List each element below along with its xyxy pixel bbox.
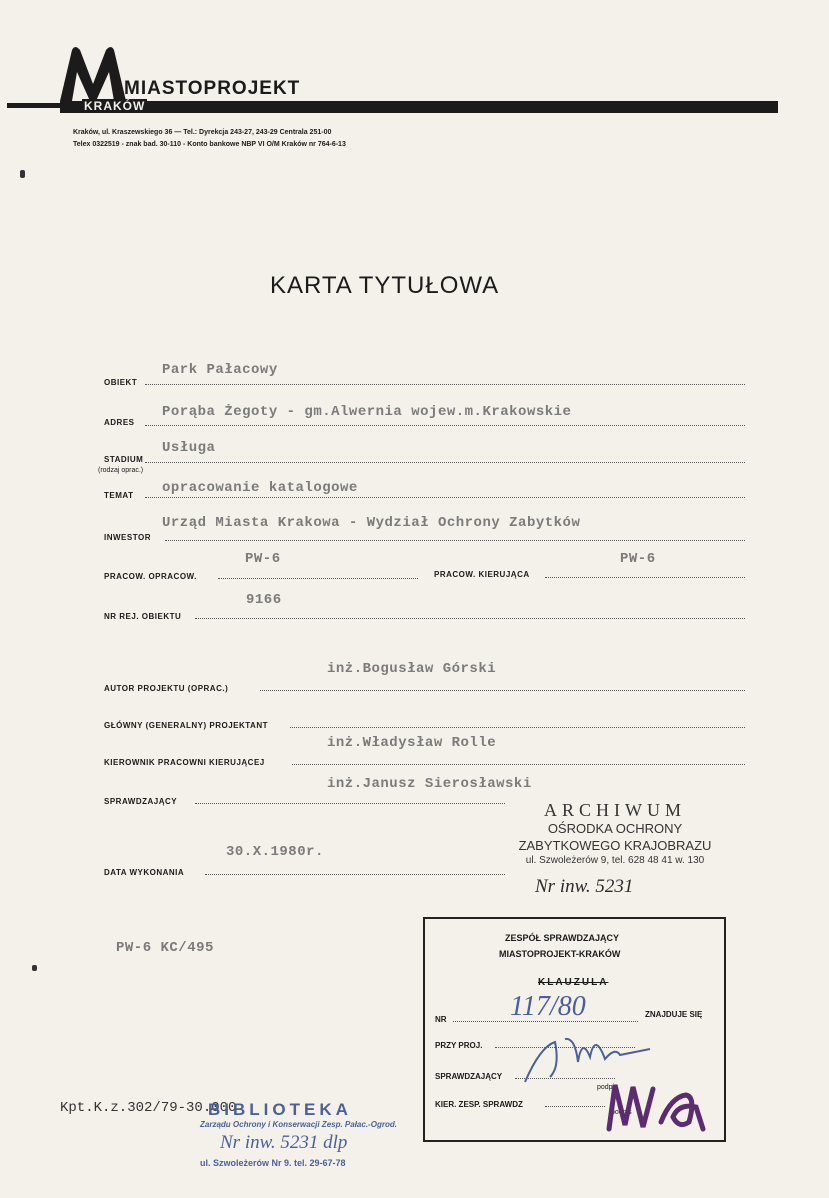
field-kierownik-label: KIEROWNIK PRACOWNI KIERUJĄCEJ [104, 758, 265, 767]
field-pracow-oprac-label: PRACOW. OPRACOW. [104, 572, 197, 581]
company-city: KRAKÓW [84, 99, 146, 113]
punch-mark [20, 170, 25, 178]
field-sprawdzajacy-label: SPRAWDZAJĄCY [104, 797, 178, 806]
field-nr-obiektu-value: 9166 [246, 592, 282, 608]
library-title: BIBLIOTEKA [208, 1100, 352, 1119]
field-pracow-kier-label: PRACOW. KIERUJĄCA [434, 570, 530, 579]
company-name: MIASTOPROJEKT [124, 78, 301, 99]
check-title-2: MIASTOPROJEKT-KRAKÓW [499, 949, 621, 959]
archive-line-2: OŚRODKA OCHRONY [547, 821, 683, 836]
field-temat-value: opracowanie katalogowe [162, 480, 358, 496]
library-sub: Zarządu Ochrony i Konserwacji Zesp. Pałac.-Ogrod. [200, 1120, 397, 1129]
address-line-1: Kraków, ul. Kraszewskiego 36 — Tel.: Dyrekcja 243-27, 243-29 Centrala 251-00 [73, 129, 332, 136]
field-data-value: 30.X.1980r. [226, 844, 324, 860]
field-autor-label: AUTOR PROJEKTU (OPRAC.) [104, 684, 229, 693]
field-kierownik-value: inż.Janusz Sierosławski [327, 776, 532, 792]
library-address: ul. Szwoleżerów Nr 9. tel. 29-67-78 [200, 1158, 346, 1168]
archive-handwritten: Nr inw. 5231 [535, 876, 634, 897]
field-glowny-value: inż.Władysław Rolle [327, 735, 497, 751]
check-przy-proj: PRZY PROJ. [435, 1041, 483, 1050]
field-stadium-label: STADIUM [104, 455, 144, 464]
field-autor-value: inż.Bogusław Górski [327, 661, 497, 677]
signature-kier [601, 1067, 711, 1137]
library-handwritten: Nr inw. 5231 dlp [220, 1132, 348, 1153]
check-nr-value: 117/80 [510, 991, 586, 1022]
archive-line-4: ul. Szwoleżerów 9, tel. 628 48 41 w. 130 [525, 855, 705, 866]
bottom-code: PW-6 KC/495 [116, 940, 214, 956]
check-title-1: ZESPÓŁ SPRAWDZAJĄCY [505, 933, 620, 943]
check-znajduje: ZNAJDUJE SIĘ [645, 1010, 703, 1019]
field-inwestor-value: Urząd Miasta Krakowa - Wydział Ochrony Zabytków [162, 515, 581, 531]
address-line-2: Telex 0322519 - znak bad. 30-110 - Konto bankowe NBP VI O/M Kraków nr 764-6-13 [73, 141, 346, 148]
check-stamp [423, 917, 726, 1142]
header-rule [60, 101, 778, 113]
field-data-label: DATA WYKONANIA [104, 868, 185, 877]
field-glowny-label: GŁÓWNY (GENERALNY) PROJEKTANT [104, 721, 268, 730]
check-nr-label: NR [435, 1015, 447, 1024]
field-temat-label: TEMAT [104, 491, 134, 500]
check-klauzula: KLAUZULA [538, 977, 609, 988]
punch-mark [32, 965, 37, 971]
check-sprawdzajacy: SPRAWDZAJĄCY [435, 1072, 503, 1081]
field-pracow-oprac-value: PW-6 [245, 551, 281, 567]
check-podpis-2: podpis [611, 1109, 632, 1116]
archive-line-1: ARCHIWUM [544, 800, 686, 820]
field-obiekt-label: OBIEKT [104, 378, 138, 387]
footer-kpt: Kpt.K.z.302/79-30.000 [60, 1100, 237, 1116]
field-adres-label: ADRES [104, 418, 135, 427]
page-title: KARTA TYTUŁOWA [270, 272, 500, 299]
field-pracow-kier-value: PW-6 [620, 551, 656, 567]
field-stadium-value: Usługa [162, 440, 216, 456]
field-obiekt-value: Park Pałacowy [162, 362, 278, 378]
field-adres-value: Porąba Żegoty - gm.Alwernia wojew.m.Krakowskie [162, 404, 572, 420]
company-logo [58, 44, 128, 102]
field-nr-obiektu-label: NR REJ. OBIEKTU [104, 612, 182, 621]
archive-line-3: ZABYTKOWEGO KRAJOBRAZU [518, 838, 712, 853]
field-stadium-sublabel: (rodzaj oprac.) [98, 467, 144, 474]
header-rule-left [7, 103, 77, 108]
check-podpis-1: podpis [597, 1084, 618, 1091]
archive-stamp [505, 800, 725, 866]
field-inwestor-label: INWESTOR [104, 533, 151, 542]
check-kier: KIER. ZESP. SPRAWDZ [435, 1100, 523, 1109]
